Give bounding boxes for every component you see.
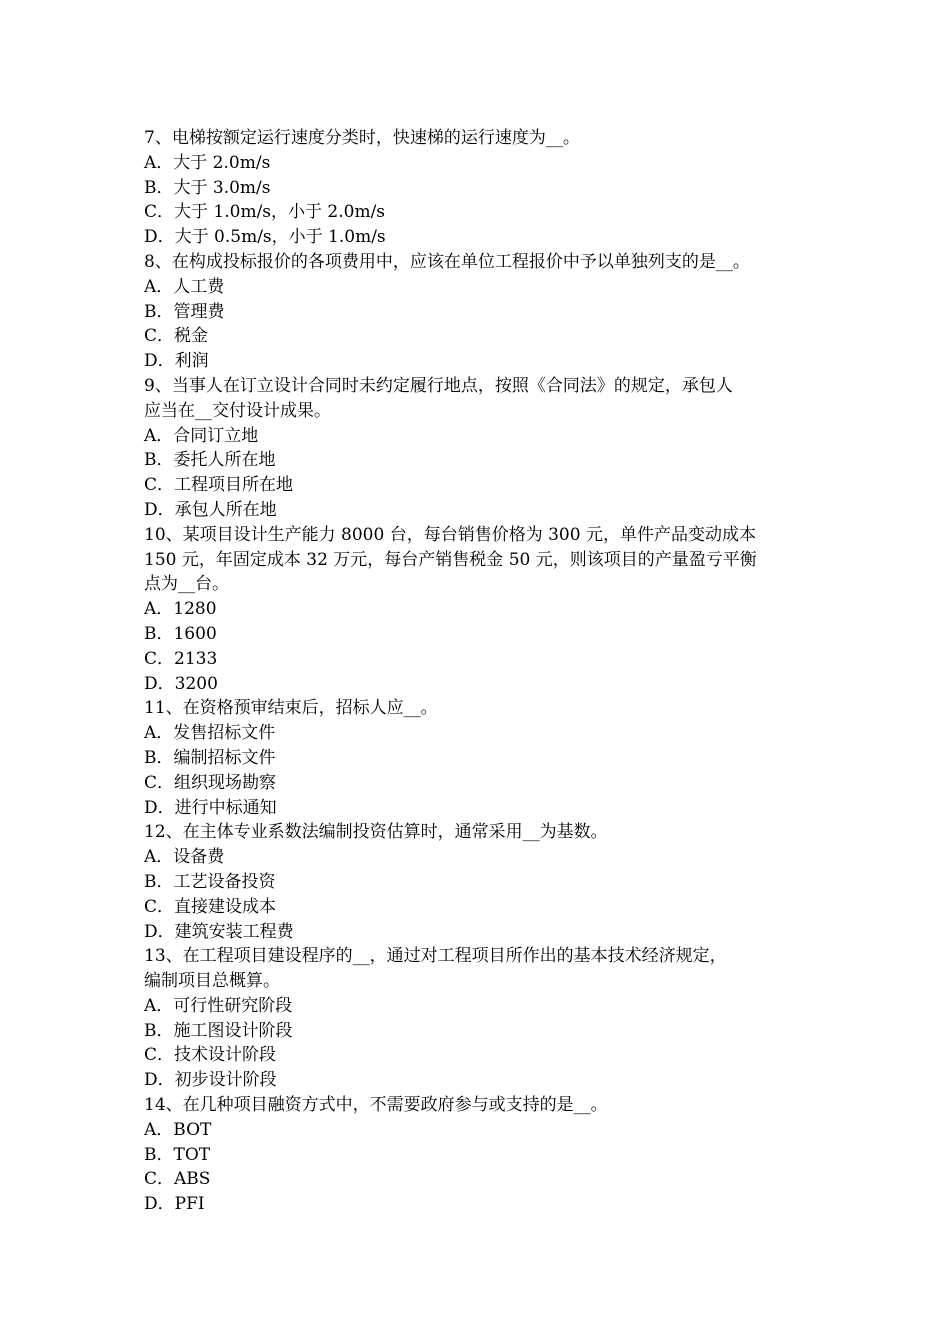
q8-option-a: A．人工费 — [144, 276, 225, 297]
q11-option-b: B．编制招标文件 — [144, 747, 276, 768]
q11-option-a: A．发售招标文件 — [144, 723, 276, 744]
q14-option-d: D．PFI — [144, 1194, 205, 1215]
question-10-cont-1: 150 元，年固定成本 32 万元，每台产销售税金 50 元，则该项目的产量盈亏平衡 — [144, 549, 757, 570]
question-7: 7、电梯按额定运行速度分类时，快速梯的运行速度为__。 — [144, 128, 580, 148]
question-9-cont: 应当在__交付设计成果。 — [144, 400, 331, 421]
question-11: 11、在资格预审结束后，招标人应__。 — [144, 698, 438, 719]
question-13: 13、在工程项目建设程序的__，通过对工程项目所作出的基本技术经济规定， — [144, 946, 727, 967]
q11-option-d: D．进行中标通知 — [144, 797, 277, 818]
question-13-cont: 编制项目总概算。 — [144, 971, 280, 992]
q11-option-c: C．组织现场勘察 — [144, 772, 277, 793]
q13-option-a: A．可行性研究阶段 — [144, 995, 293, 1016]
q10-option-c: C．2133 — [144, 648, 218, 669]
question-10: 10、某项目设计生产能力 8000 台，每台销售价格为 300 元，单件产品变动成本 — [144, 524, 756, 545]
q9-option-d: D．承包人所在地 — [144, 499, 277, 520]
q14-option-a: A．BOT — [144, 1119, 212, 1140]
question-12: 12、在主体专业系数法编制投资估算时，通常采用__为基数。 — [144, 822, 608, 843]
question-14: 14、在几种项目融资方式中，不需要政府参与或支持的是__。 — [144, 1095, 608, 1116]
q12-option-a: A．设备费 — [144, 847, 225, 868]
q9-option-c: C．工程项目所在地 — [144, 475, 294, 496]
q13-option-d: D．初步设计阶段 — [144, 1070, 277, 1091]
question-8: 8、在构成投标报价的各项费用中，应该在单位工程报价中予以单独列支的是__。 — [144, 251, 750, 272]
q8-option-c: C．税金 — [144, 326, 209, 347]
q8-option-b: B．管理费 — [144, 301, 225, 322]
q10-option-b: B．1600 — [144, 623, 217, 644]
q7-option-c: C．大于 1.0m/s，小于 2.0m/s — [144, 202, 386, 223]
q7-option-d: D．大于 0.5m/s，小于 1.0m/s — [144, 227, 386, 248]
q12-option-c: C．直接建设成本 — [144, 896, 277, 917]
q12-option-b: B．工艺设备投资 — [144, 871, 276, 892]
q9-option-a: A．合同订立地 — [144, 425, 259, 446]
q12-option-d: D．建筑安装工程费 — [144, 921, 294, 942]
q10-option-d: D．3200 — [144, 673, 218, 694]
q10-option-a: A．1280 — [144, 599, 217, 620]
document-body — [144, 126, 820, 1217]
q14-option-b: B．TOT — [144, 1144, 211, 1165]
question-9: 9、当事人在订立设计合同时未约定履行地点，按照《合同法》的规定，承包人 — [144, 375, 733, 396]
question-10-cont-2: 点为__台。 — [144, 574, 229, 595]
q9-option-b: B．委托人所在地 — [144, 450, 276, 471]
q14-option-c: C．ABS — [144, 1169, 211, 1190]
q7-option-a: A．大于 2.0m/s — [144, 152, 271, 173]
q13-option-b: B．施工图设计阶段 — [144, 1020, 293, 1041]
q8-option-d: D．利润 — [144, 351, 209, 372]
q7-option-b: B．大于 3.0m/s — [144, 177, 271, 198]
q13-option-c: C．技术设计阶段 — [144, 1045, 277, 1066]
